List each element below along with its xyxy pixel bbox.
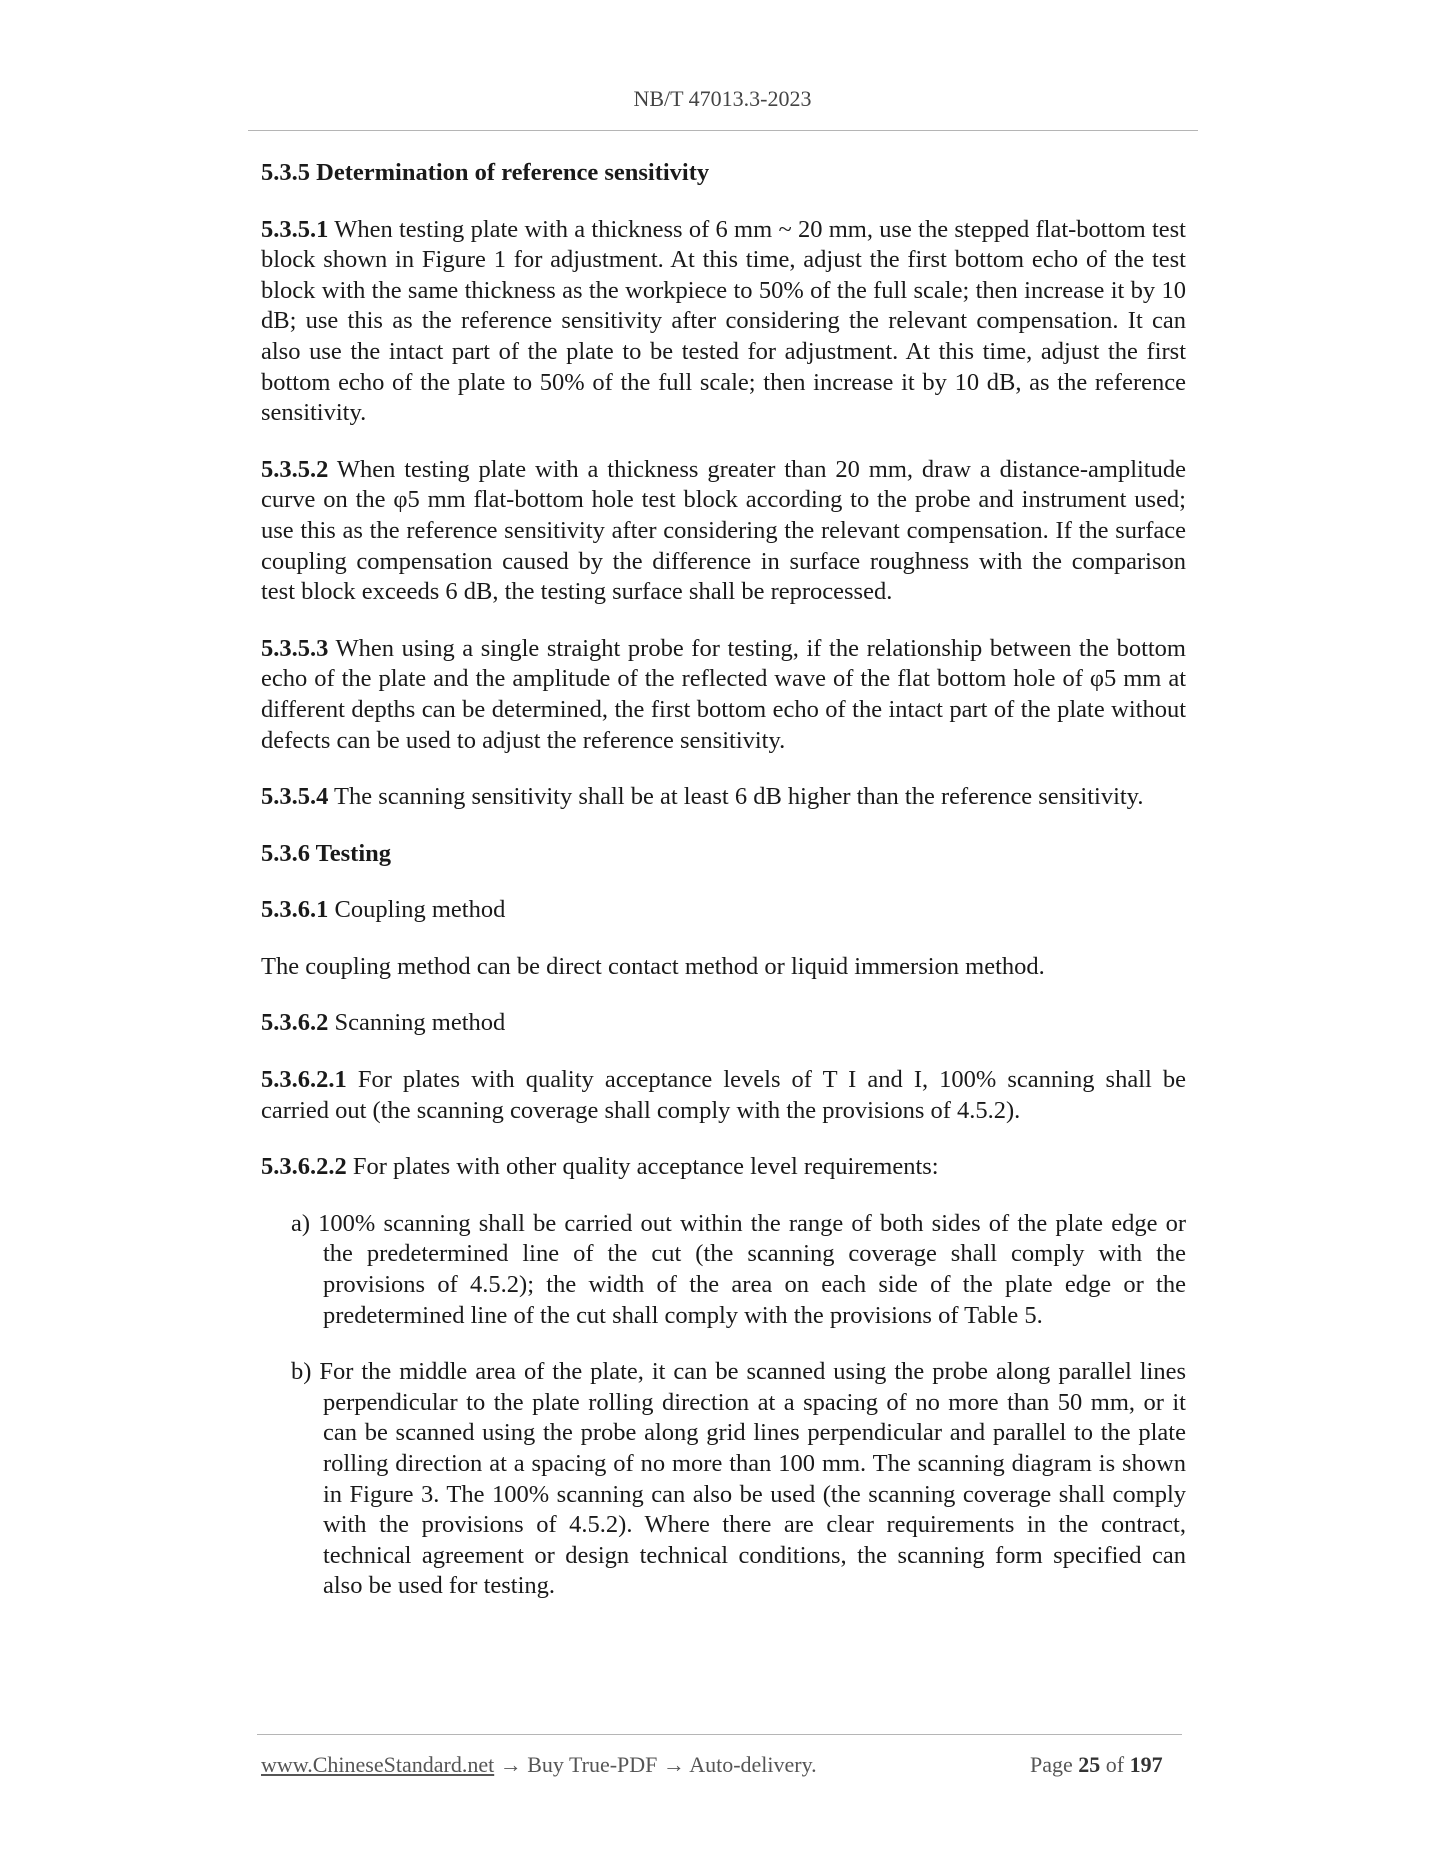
clause-5-3-5-2 — [261, 455, 1186, 608]
clause-5-3-5-3 — [261, 634, 1186, 756]
footer-promo — [261, 1752, 817, 1778]
clause-number: 5.3.6.2.1 — [261, 1066, 347, 1094]
header-divider — [248, 130, 1198, 131]
clause-5-3-6-2-2 — [261, 1152, 1186, 1183]
clause-5-3-6-1 — [261, 895, 1186, 926]
clause-number: 5.3.5.2 — [261, 455, 329, 483]
page-indicator — [1030, 1752, 1163, 1778]
website-link[interactable]: www.ChineseStandard.net — [261, 1752, 495, 1777]
page-of-label: of — [1100, 1752, 1130, 1777]
total-page-number: 197 — [1129, 1752, 1163, 1777]
clause-number: 5.3.6.1 — [261, 896, 329, 924]
clause-5-3-6-1-body: The coupling method can be direct contact method or liquid immersion method. — [261, 952, 1045, 980]
clause-5-3-5-1 — [261, 215, 1186, 429]
clause-text: When testing plate with a thickness of 6 mm ~ 20 mm, use the stepped flat-bottom test block shown in Figure 1 for adjustment. At this time, adjust the first bottom echo of the test block with the same thickness as the workpiece to 50% of the full scale; then increase it by 10 dB; use this as the reference sensitivity after considering the relevant compensation. It can also use the intact part of the plate to be tested for adjustment. At this time, adjust the first bottom echo of the plate to 50% of the full scale; then increase it by 10 dB, as the reference sensitivity. — [261, 215, 1186, 427]
header-standard-number: NB/T 47013.3-2023 — [633, 86, 812, 111]
footer-divider — [257, 1734, 1182, 1735]
footer-promo-text: → Buy True-PDF → Auto-delivery. — [494, 1752, 817, 1777]
clause-5-3-6-2 — [261, 1008, 1186, 1039]
clause-number: 5.3.5.3 — [261, 634, 329, 662]
page-label: Page — [1030, 1752, 1079, 1777]
clause-number: 5.3.6.2 — [261, 1009, 329, 1037]
clause-number: 5.3.5.1 — [261, 215, 329, 243]
section-heading-5-3-6: 5.3.6 Testing — [261, 839, 392, 867]
clause-text: When testing plate with a thickness greater than 20 mm, draw a distance-amplitude curve on the φ5 mm flat-bottom hole test block according to the probe and instrument used; use this as the reference sensitivity after considering the relevant compensation. If the surface coupling compensation caused by the difference in surface roughness with the comparison test block exceeds 6 dB, the testing surface shall be reprocessed. — [261, 455, 1186, 606]
clause-5-3-5-4 — [261, 782, 1186, 813]
section-heading-5-3-5: 5.3.5 Determination of reference sensitivity — [261, 159, 710, 186]
clause-text: Scanning method — [328, 1009, 506, 1037]
list-item-b: b) For the middle area of the plate, it can be scanned using the probe along parallel lines perpendicular to the plate rolling direction at a spacing of no more than 50 mm, or it can be scanned using the probe along grid lines perpendicular and parallel to the plate rolling direction at a spacing of no more than 100 mm. The scanning diagram is shown in Figure 3. The 100% scanning can also be used (the scanning coverage shall comply with the provisions of 4.5.2). Where there are clear requirements in the contract, technical agreement or design technical conditions, the scanning form specified can also be used for testing. — [291, 1358, 1186, 1600]
list-item-a: a) 100% scanning shall be carried out within the range of both sides of the plate edge or the predetermined line of the cut (the scanning coverage shall comply with the provisions of 4.5.2); the width of the area on each side of the plate edge or the predetermined line of the cut shall comply with the provisions of Table 5. — [291, 1209, 1186, 1329]
clause-5-3-6-2-1 — [261, 1065, 1186, 1126]
main-content — [261, 158, 1186, 1628]
clause-number: 5.3.6.2.2 — [261, 1153, 347, 1181]
clause-text: For plates with quality acceptance levels of T I and I, 100% scanning shall be carried out (the scanning coverage shall comply with the provisions of 4.5.2). — [261, 1066, 1186, 1124]
clause-text: Coupling method — [328, 896, 506, 924]
clause-text: The scanning sensitivity shall be at least 6 dB higher than the reference sensitivity. — [328, 783, 1144, 811]
current-page-number: 25 — [1078, 1752, 1101, 1777]
clause-text: For plates with other quality acceptance level requirements: — [346, 1153, 939, 1181]
clause-text: When using a single straight probe for testing, if the relationship between the bottom echo of the plate and the amplitude of the reflected wave of the flat bottom hole of φ5 mm at different depths can be determined, the first bottom echo of the intact part of the plate without defects can be used to adjust the reference sensitivity. — [261, 634, 1186, 754]
clause-number: 5.3.5.4 — [261, 783, 329, 811]
